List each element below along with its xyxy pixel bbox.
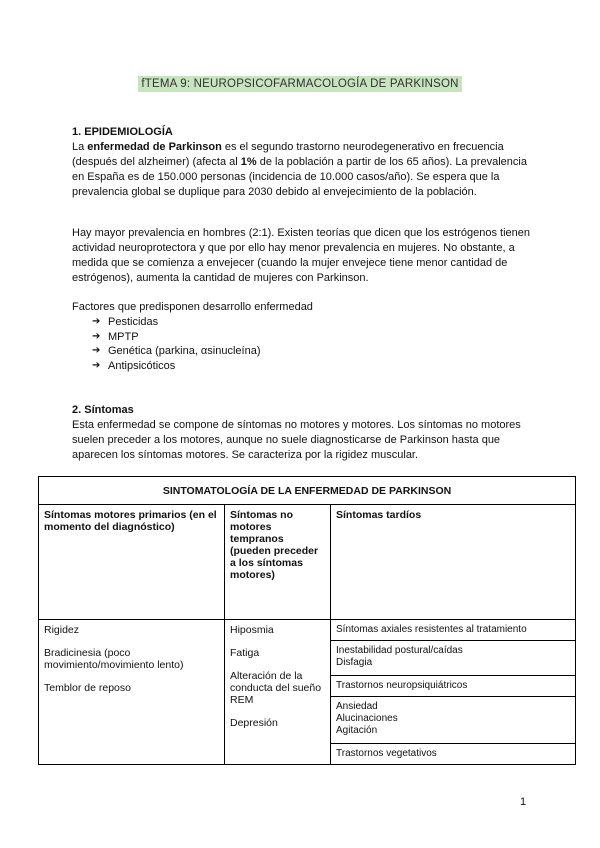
nonmotor-item-depresion: Depresión [230,717,278,729]
bold-term-parkinson: enfermedad de Parkinson [87,141,222,153]
late-item-neuropsiquiatricos: Trastornos neuropsiquiátricos [331,676,576,697]
list-item: ➔ Pesticidas [92,315,532,330]
motor-item-rigidez: Rigidez [44,624,80,636]
section-symptoms [72,403,532,463]
text-run: La [72,141,88,153]
epidemiology-paragraph-2-wrap [72,226,532,286]
risk-factors-intro: Factores que predisponen desarrollo enfermedad [72,301,313,313]
symptoms-paragraph: Esta enfermedad se compone de síntomas no motores y motores. Los síntomas no motores suelen preceder a los motores, aunque no suele diagnosticarse de Parkinson hasta que aparecen los síntomas motores. Se caracteriza por la rigidez muscular. [72,419,521,461]
late-item-inestabilidad: Inestabilidad postural/caídas Disfagia [331,641,576,676]
nonmotor-item-rem: Alteración de la conducta del sueño REM [230,670,322,706]
bold-term-percent: 1% [240,156,257,168]
title-wrap [0,74,600,92]
section-heading-symptoms: 2. Síntomas [72,404,134,416]
section-epidemiology [72,125,532,200]
header-motor: Síntomas motores primarios (en el momento del diagnóstico) [39,505,225,620]
late-item-vegetativos: Trastornos vegetativos [331,744,576,765]
page-title: fTEMA 9: NEUROPSICOFARMACOLOGÍA DE PARKINSON [138,76,461,92]
symptoms-table [38,476,576,765]
nonmotor-item-fatiga: Fatiga [230,647,260,659]
text-run: de la población a partir de los 65 años). La prevalencia en España es de 150.000 personas (incidencia de 10.000 casos/año). Se espera que la prevalencia global se duplique para 2030 debido al envejecimiento de la población. [72,156,527,198]
epidemiology-paragraph-1 [72,140,532,200]
risk-factors [72,300,532,373]
nonmotor-item-hiposmia: Hiposmia [230,624,274,636]
section-heading-epidemiology: 1. EPIDEMIOLOGÍA [72,126,173,138]
page-number: 1 [520,796,527,808]
late-item-axiales: Síntomas axiales resistentes al tratamiento [331,620,576,641]
list-item: ➔ Antipsicóticos [92,359,532,374]
list-item: ➔ MPTP [92,330,532,345]
header-nonmotor: Síntomas no motores tempranos (pueden preceder a los síntomas motores) [225,505,331,620]
risk-factors-list [72,315,532,373]
motor-item-temblor: Temblor de reposo [44,682,131,694]
epidemiology-paragraph-2: Hay mayor prevalencia en hombres (2:1). Existen teorías que dicen que los estrógenos tienen actividad neuroprotectora y que por ello hay menor prevalencia en mujeres. No obstante, a medida que se comienza a envejecer (cuando la mujer envejece tiene menor cantidad de estrógenos), aumenta la cantidad de mujeres con Parkinson. [72,227,530,284]
header-late: Síntomas tardíos [331,505,576,620]
nonmotor-symptoms-cell [225,620,331,765]
motor-item-bradicinesia: Bradicinesia (poco movimiento/movimiento lento) [44,647,184,671]
table-caption: SINTOMATOLOGÍA DE LA ENFERMEDAD DE PARKINSON [39,477,576,505]
list-item: ➔ Genética (parkina, αsinucleína) [92,344,532,359]
text-run: es el segundo trastorno neurodegenerativo en frecuencia (después del alzheimer) (afecta al [72,141,504,168]
late-item-ansiedad: Ansiedad Alucinaciones Agitación [331,697,576,744]
motor-symptoms-cell [39,620,225,765]
